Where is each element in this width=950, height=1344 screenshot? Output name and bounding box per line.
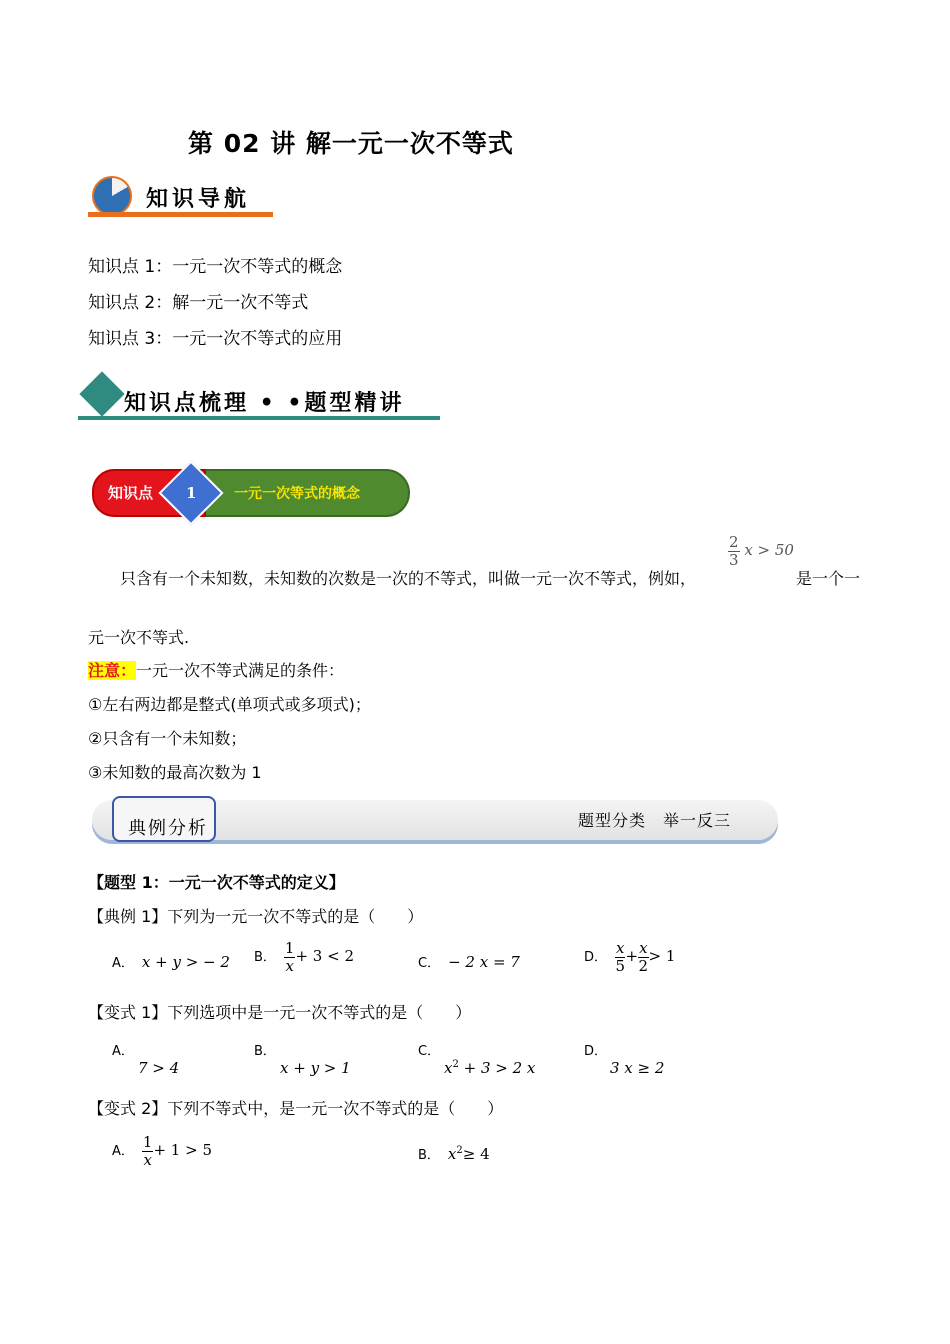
example-rest: x > 50 xyxy=(744,541,794,559)
question-type-heading: 【题型 1：一元一次不等式的定义】 xyxy=(88,873,345,892)
option-tag: C． xyxy=(418,956,441,971)
numerator: 2 xyxy=(729,533,739,551)
numerator: 1 xyxy=(142,1133,153,1151)
definition-text: 只含有一个未知数，未知数的次数是一次的不等式，叫做一元一次不等式，例如， xyxy=(120,569,697,588)
denominator: 2 xyxy=(638,956,649,975)
note-item: ①左右两边都是整式(单项式或多项式)； xyxy=(88,695,371,714)
note-item: ②只含有一个未知数； xyxy=(88,729,247,748)
page-title: 第 02 讲 解一元一次不等式 xyxy=(188,129,514,158)
option-tag: A． xyxy=(112,956,134,971)
pie-chart-icon xyxy=(92,176,132,216)
knowledge-point-item: 知识点 1：一元一次不等式的概念 xyxy=(88,257,343,277)
fraction xyxy=(728,534,740,568)
option-rest: + 1 > 5 xyxy=(153,1141,212,1159)
option-expr: 7 > 4 xyxy=(138,1059,180,1077)
option-rest: ≥ 4 xyxy=(462,1145,490,1163)
knowledge-point-item: 知识点 3：一元一次不等式的应用 xyxy=(88,329,343,349)
example-banner-right: 题型分类 举一反三 xyxy=(578,811,732,830)
option-rest: + 3 > 2 x xyxy=(458,1059,536,1077)
knowledge-sort-label: 知识点梳理 • •题型精讲 xyxy=(124,390,405,416)
definition-example xyxy=(728,534,794,568)
note-text: 一元一次不等式满足的条件： xyxy=(136,661,345,680)
definition-text-line2: 元一次不等式. xyxy=(88,628,190,647)
option-tag: D． xyxy=(584,1044,608,1059)
option-tag: B． xyxy=(254,1044,276,1059)
denominator: x xyxy=(143,1150,152,1169)
option-expr: x + y > − 2 xyxy=(141,953,230,971)
question-stem: 【变式 1】下列选项中是一元一次不等式的是（ ） xyxy=(88,1003,472,1022)
option-d xyxy=(584,1040,664,1077)
example-banner-label: 典例分析 xyxy=(128,818,208,839)
pill-label: 知识点 xyxy=(108,484,154,502)
note-line xyxy=(88,658,344,681)
option-expr: 3 x ≥ 2 xyxy=(610,1059,665,1077)
option-b xyxy=(254,940,354,974)
option-rest: > 1 xyxy=(648,947,676,965)
numerator: 1 xyxy=(284,939,295,957)
pill-name: 一元一次等式的概念 xyxy=(234,486,360,502)
option-rest: + 3 < 2 xyxy=(295,947,354,965)
option-b xyxy=(418,1144,490,1163)
option-expr: x + y > 1 xyxy=(280,1059,351,1077)
option-a xyxy=(112,952,230,971)
plus-sign: + xyxy=(625,947,639,965)
option-tag: B． xyxy=(254,950,276,965)
option-tag: A． xyxy=(112,1044,134,1059)
option-tag: D． xyxy=(584,950,608,965)
knowledge-point-pill xyxy=(92,466,410,520)
banner-underline xyxy=(78,416,440,420)
denominator: 3 xyxy=(729,550,739,569)
option-a xyxy=(112,1040,179,1077)
exponent: 2 xyxy=(452,1059,459,1070)
numerator: x xyxy=(616,939,625,957)
pill-number: 1 xyxy=(186,484,197,502)
definition-text-after: 是一个一 xyxy=(796,569,861,588)
knowledge-nav-label: 知识导航 xyxy=(146,186,251,212)
question-stem: 【典例 1】下列为一元一次不等式的是（ ） xyxy=(88,907,424,926)
fraction xyxy=(284,940,296,974)
option-expr: − 2 x = 7 xyxy=(448,953,520,971)
example-banner xyxy=(92,796,778,848)
option-tag: B． xyxy=(418,1148,440,1163)
fraction xyxy=(638,940,648,974)
option-tag: A． xyxy=(112,1144,134,1159)
note-tag: 注意： xyxy=(88,661,137,680)
option-d xyxy=(584,940,675,974)
exponent: 2 xyxy=(456,1145,463,1156)
fraction xyxy=(142,1134,154,1168)
denominator: 5 xyxy=(615,956,626,975)
denominator: x xyxy=(285,956,294,975)
option-b xyxy=(254,1040,351,1077)
option-c xyxy=(418,952,520,971)
numerator: x xyxy=(639,939,648,957)
knowledge-sort-banner xyxy=(78,374,448,426)
question-stem: 【变式 2】下列不等式中，是一元一次不等式的是（ ） xyxy=(88,1099,504,1118)
option-base: x xyxy=(444,1059,453,1077)
knowledge-nav-banner xyxy=(88,172,278,222)
option-c xyxy=(418,1040,535,1077)
knowledge-point-item: 知识点 2：解一元一次不等式 xyxy=(88,293,309,313)
option-a xyxy=(112,1134,212,1168)
fraction xyxy=(615,940,625,974)
banner-underline xyxy=(88,212,273,217)
diamond-icon xyxy=(79,371,124,416)
option-tag: C． xyxy=(418,1044,441,1059)
option-base: x xyxy=(447,1145,457,1163)
note-item: ③未知数的最高次数为 1 xyxy=(88,763,262,782)
